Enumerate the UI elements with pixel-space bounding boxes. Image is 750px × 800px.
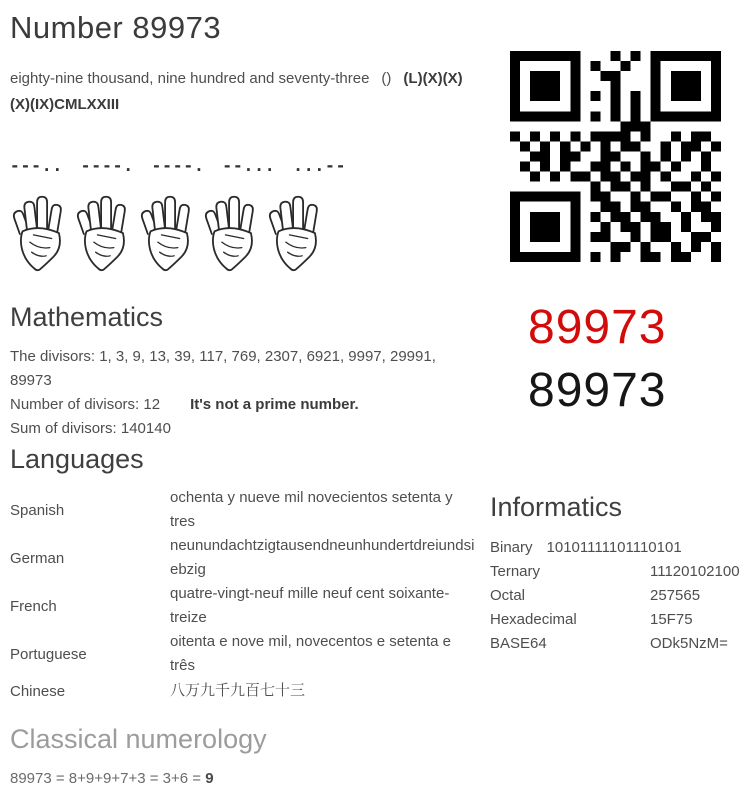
parens-text: (): [381, 70, 392, 87]
informatics-row: [490, 560, 748, 584]
numerology-heading: Classical numerology: [10, 724, 267, 754]
informatics-value: ODk5NzM=: [650, 635, 728, 652]
informatics-label: Ternary: [490, 563, 541, 580]
roman-numeral-part1: (L): [403, 70, 423, 87]
languages-heading: Languages: [10, 444, 144, 474]
language-row: [10, 630, 480, 678]
informatics-heading: Informatics: [490, 492, 623, 522]
morse-code: ---.. ----. ----. --... ...--: [10, 156, 347, 175]
divisor-count-line: [10, 393, 480, 417]
language-row: [10, 534, 480, 582]
language-label: Chinese: [10, 682, 66, 700]
informatics-row: [490, 632, 748, 656]
mathematics-facts: [10, 345, 480, 441]
language-row: [10, 486, 480, 534]
informatics-table: [490, 536, 748, 656]
languages-table: [10, 486, 480, 704]
page-title: Number 89973: [10, 10, 222, 45]
language-value: ochenta y nueve mil novecientos setenta y tres: [170, 489, 453, 530]
hand-sign-icon: [266, 194, 322, 274]
number-black: 89973: [528, 364, 667, 417]
language-value: 八万九千九百七十三: [170, 682, 306, 699]
language-row: [10, 678, 480, 704]
informatics-value: 257565: [650, 587, 701, 604]
hand-sign-icon: [202, 194, 258, 274]
roman-numeral-part2: (X)(X)(X)(IX)CMLXXIII: [10, 70, 463, 113]
prime-note: It's not a prime number.: [190, 396, 359, 413]
numerology-line: [10, 770, 214, 787]
qr-code-image: [510, 51, 721, 262]
divisor-count: Number of divisors: 12: [10, 396, 161, 413]
language-label: French: [10, 597, 57, 615]
mathematics-heading: Mathematics: [10, 302, 164, 332]
informatics-value: 10101111101110101: [546, 539, 682, 556]
language-value: neunundachtzigtausendneunhundertdreiundsiebzig: [170, 537, 475, 578]
informatics-row: [490, 608, 748, 632]
language-value: oitenta e nove mil, novecentos e setenta e três: [170, 633, 452, 674]
language-value: quatre-vingt-neuf mille neuf cent soixante-treize: [170, 585, 450, 626]
number-red: 89973: [528, 301, 667, 354]
language-label: Portuguese: [10, 645, 87, 663]
informatics-value: 15F75: [650, 611, 693, 628]
language-label: German: [10, 549, 65, 567]
informatics-value: 11120102100: [650, 563, 740, 580]
divisors-line: The divisors: 1, 3, 9, 13, 39, 117, 769, 2307, 6921, 9997, 29991, 89973: [10, 348, 436, 389]
word-form-text: eighty-nine thousand, nine hundred and seventy-three: [10, 70, 370, 87]
hand-sign-icon: [10, 194, 66, 274]
numerology-result: 9: [205, 770, 214, 787]
hand-signs: [10, 194, 322, 274]
informatics-label: Hexadecimal: [490, 611, 577, 628]
informatics-label: BASE64: [490, 635, 547, 652]
informatics-row: [490, 536, 748, 560]
hand-sign-icon: [138, 194, 194, 274]
qr-code: [510, 51, 721, 262]
sum-divisors-line: Sum of divisors: 140140: [10, 420, 171, 437]
informatics-label: Binary: [490, 539, 533, 556]
number-word-form: [10, 66, 472, 118]
language-label: Spanish: [10, 501, 65, 519]
informatics-label: Octal: [490, 587, 526, 604]
hand-sign-icon: [74, 194, 130, 274]
language-row: [10, 582, 480, 630]
informatics-row: [490, 584, 748, 608]
numerology-formula: 89973 = 8+9+9+7+3 = 3+6 =: [10, 770, 206, 787]
